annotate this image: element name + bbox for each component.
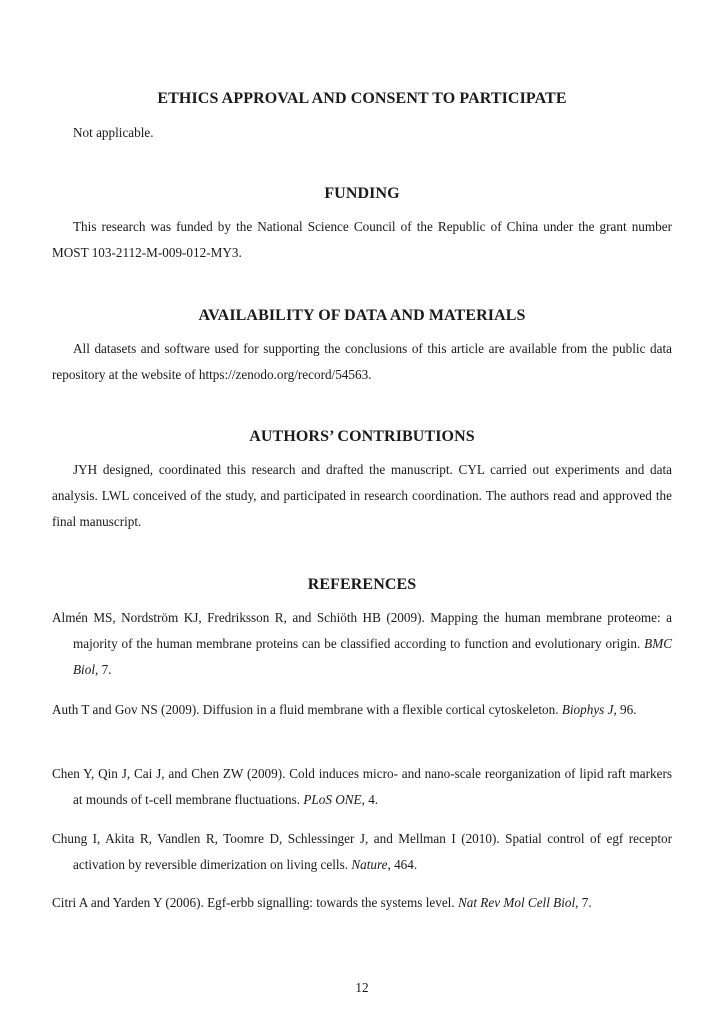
reference-item xyxy=(52,605,672,683)
reference-text: Chen Y, Qin J, Cai J, and Chen ZW (2009). Cold induces micro- and nano-scale reorganization of lipid raft markers at mounds of t-cell membrane fluctuations. xyxy=(52,766,672,807)
availability-text: All datasets and software used for supporting the conclusions of this article are available from the public data repository at the website of https://zenodo.org/record/54563. xyxy=(52,341,672,382)
funding-heading: FUNDING xyxy=(324,185,400,202)
reference-text: Auth T and Gov NS (2009). Diffusion in a fluid membrane with a flexible cortical cytoskeleton. xyxy=(52,702,562,717)
page-number: 12 xyxy=(355,980,369,995)
reference-tail: , 96. xyxy=(613,702,637,717)
availability-heading: AVAILABILITY OF DATA AND MATERIALS xyxy=(198,307,526,324)
reference-journal: PLoS ONE xyxy=(303,792,362,807)
reference-journal: BMC Biol xyxy=(73,636,672,677)
reference-tail: , 7. xyxy=(575,895,592,910)
ethics-heading: ETHICS APPROVAL AND CONSENT TO PARTICIPATE xyxy=(157,90,567,107)
reference-text: Chung I, Akita R, Vandlen R, Toomre D, Schlessinger J, and Mellman I (2010). Spatial control of egf receptor activation by reversible dimerization on living cells. xyxy=(52,831,672,872)
reference-text: Citri A and Yarden Y (2006). Egf-erbb signalling: towards the systems level. xyxy=(52,895,458,910)
funding-text: This research was funded by the National Science Council of the Republic of China under the grant number MOST 103-2112-M-009-012-MY3. xyxy=(52,219,672,260)
reference-journal: Biophys J xyxy=(561,702,614,717)
contributions-text: JYH designed, coordinated this research and drafted the manuscript. CYL carried out experiments and data analysis. LWL conceived of the study, and participated in research coordination. The authors read and approved the final manuscript. xyxy=(52,462,672,529)
contributions-heading: AUTHORS’ CONTRIBUTIONS xyxy=(249,428,475,445)
reference-item xyxy=(52,826,672,878)
reference-tail: , 7. xyxy=(94,662,112,677)
reference-text: Almén MS, Nordström KJ, Fredriksson R, and Schiöth HB (2009). Mapping the human membrane proteome: a majority of the human membrane proteins can be classified according to function and evolutionary origin. xyxy=(52,610,672,651)
reference-journal: Nature xyxy=(351,857,388,872)
reference-tail: , 464. xyxy=(387,857,418,872)
ethics-text: Not applicable. xyxy=(73,125,154,140)
reference-tail: , 4. xyxy=(361,792,379,807)
references-heading: REFERENCES xyxy=(307,576,417,593)
reference-item xyxy=(52,890,672,916)
reference-item xyxy=(52,761,672,813)
reference-item xyxy=(52,697,672,723)
reference-journal: Nat Rev Mol Cell Biol xyxy=(457,895,576,910)
